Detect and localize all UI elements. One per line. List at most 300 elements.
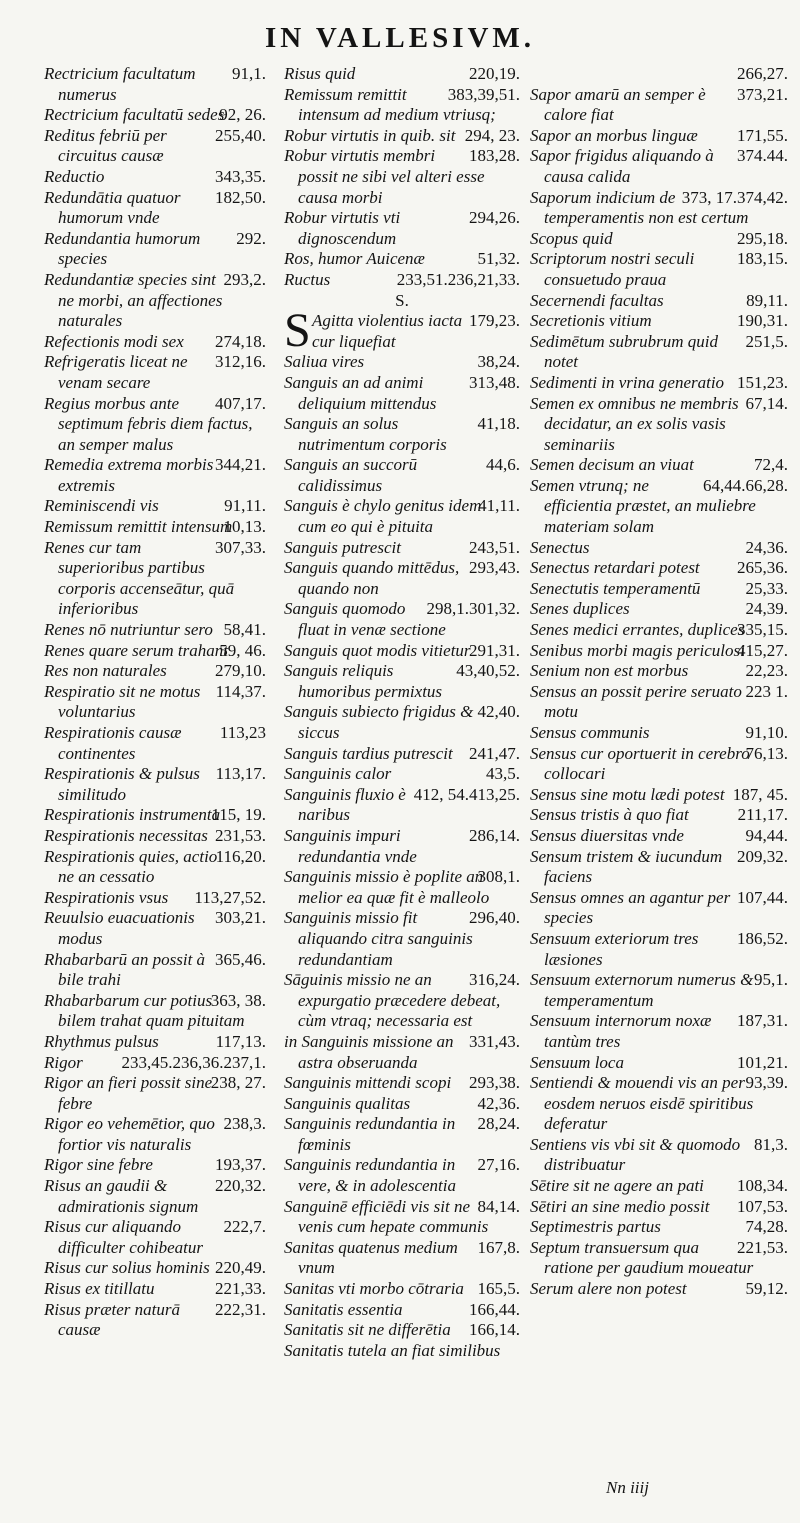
entry-term: Respirationis necessitas — [44, 825, 208, 845]
index-entry — [44, 1258, 266, 1279]
index-entry — [284, 270, 520, 291]
entry-reference: 308,1. — [477, 867, 520, 887]
entry-reference: 166,44. — [469, 1299, 520, 1319]
index-entry — [530, 929, 788, 970]
entry-reference: 241,47. — [469, 743, 520, 763]
entry-reference: 22,23. — [745, 661, 788, 681]
entry-term: Rigor sine febre — [44, 1155, 153, 1175]
index-entry — [530, 723, 788, 744]
entry-term: Secernendi facultas — [530, 290, 664, 310]
entry-reference: 233,45.236,36.237,1. — [121, 1052, 266, 1072]
entry-term: Sanguinis fluxio è naribus — [284, 784, 406, 825]
index-entry — [44, 517, 266, 538]
entry-term: Saporum indicium de temperamentis non est certum — [530, 187, 749, 228]
index-entry — [44, 332, 266, 353]
index-entry — [44, 805, 266, 826]
index-entry — [44, 126, 266, 167]
entry-reference: 255,40. — [215, 125, 266, 145]
index-entry — [284, 558, 520, 599]
entry-term: Sensus sine motu lædi potest — [530, 784, 725, 804]
entry-term: Risus ex titillatu — [44, 1279, 155, 1299]
entry-term: Reditus febriū per circuitus causæ — [44, 125, 167, 166]
entry-term: Semen vtrunq; ne efficientia præstet, an muliebre materiam solam — [530, 475, 756, 537]
index-entry — [284, 249, 520, 270]
index-entry — [44, 661, 266, 682]
index-entry — [284, 208, 520, 249]
index-entry — [284, 744, 520, 765]
entry-term: Sensuum internorum noxæ tantùm tres — [530, 1011, 712, 1051]
entry-term: Senectus retardari potest — [530, 558, 700, 578]
entry-reference: 187, 45. — [732, 784, 788, 804]
entry-reference: 279,10. — [215, 661, 266, 681]
entry-reference: 95,1. — [754, 970, 788, 990]
entry-term: Sanguis an solus nutrimentum corporis — [284, 414, 447, 454]
entry-term: Remissum remittit intensum ad medium vtriusq; — [284, 84, 496, 125]
entry-term: Sentiendi & mouendi vis an per eosdem neruos eisdē spiritibus deferatur — [530, 1073, 754, 1134]
entry-reference: 81,3. — [754, 1134, 788, 1154]
index-entry — [284, 538, 520, 559]
index-entry — [284, 414, 520, 455]
entry-reference: 265,36. — [737, 558, 788, 578]
entry-reference: 293,38. — [469, 1073, 520, 1093]
index-entry — [44, 188, 266, 229]
entry-reference: 182,50. — [215, 187, 266, 207]
index-entry — [44, 1217, 266, 1258]
index-entry — [530, 785, 788, 806]
entry-term: Sensus an possit perire seruato motu — [530, 681, 742, 722]
entry-reference: 10,13. — [223, 517, 266, 537]
index-entry — [530, 291, 788, 312]
entry-term: Robur virtutis in quib. sit — [284, 125, 456, 145]
index-entry — [530, 1053, 788, 1074]
index-entry — [44, 64, 266, 105]
index-entry — [530, 476, 788, 538]
entry-term: Rigor eo vehemētior, quo fortior vis naturalis — [44, 1114, 215, 1154]
entry-reference: 223 1. — [745, 681, 788, 701]
entry-term: Ructus — [284, 269, 331, 289]
entry-term: Sensus communis — [530, 723, 650, 742]
entry-reference: 108,34. — [737, 1176, 788, 1196]
entry-term: Senibus morbi magis periculosi — [530, 640, 745, 660]
entry-reference: 24,36. — [745, 537, 788, 557]
entry-term: Sanitatis essentia — [284, 1299, 403, 1319]
entry-term: Sentiens vis vbi sit & quomodo distribuatur — [530, 1134, 741, 1175]
entry-term: Renes nō nutriuntur sero — [44, 620, 213, 640]
index-entry — [530, 1011, 788, 1052]
index-entry — [530, 888, 788, 929]
entry-term: Sanguis quando mittēdus, quando non — [284, 558, 460, 598]
index-entry — [44, 641, 266, 662]
entry-term: in Sanguinis missione an astra obseruanda — [284, 1031, 454, 1072]
entry-reference: 64,44.66,28. — [703, 475, 788, 495]
index-entry — [284, 970, 520, 1032]
entry-reference: 24,39. — [745, 599, 788, 619]
entry-reference: 76,13. — [745, 743, 788, 763]
index-entry — [530, 64, 788, 85]
index-entry — [44, 167, 266, 188]
index-entry — [44, 1032, 266, 1053]
index-entry — [284, 1279, 520, 1300]
entry-reference: 44,6. — [486, 455, 520, 475]
entry-reference: 190,31. — [737, 311, 788, 331]
entry-reference: 313,48. — [469, 372, 520, 392]
entry-reference: 293,2. — [223, 269, 266, 289]
index-entry — [44, 352, 266, 393]
entry-term: Secretionis vitium — [530, 311, 652, 331]
index-entry — [284, 641, 520, 662]
entry-term: Regius morbus ante septimum febris diem factus, an semper malus — [44, 393, 253, 454]
index-entry — [284, 373, 520, 414]
index-entry — [284, 1114, 520, 1155]
index-entry — [44, 764, 266, 805]
entry-term: Redundantia humorum species — [44, 228, 201, 269]
index-entry — [530, 538, 788, 559]
entry-term: Rhythmus pulsus — [44, 1031, 159, 1051]
entry-reference: 117,13. — [215, 1031, 266, 1051]
dropcap-entry — [284, 304, 520, 358]
index-entry — [44, 1176, 266, 1217]
entry-reference: 221,53. — [737, 1237, 788, 1257]
index-entry — [284, 826, 520, 867]
index-entry — [530, 579, 788, 600]
entry-reference: 43,5. — [486, 764, 520, 784]
index-entry — [284, 1032, 520, 1073]
index-entry — [284, 85, 520, 126]
entry-term: Remedia extrema morbis extremis — [44, 455, 214, 495]
entry-term: Sanitatis tutela an fiat similibus — [284, 1340, 501, 1360]
entry-reference: 93,39. — [745, 1073, 788, 1093]
entry-term: Refectionis modi sex — [44, 331, 184, 351]
index-entry — [284, 785, 520, 826]
entry-term: Respiratio sit ne motus voluntarius — [44, 681, 201, 722]
entry-reference: 294, 23. — [464, 125, 520, 145]
entry-term: Redundātia quatuor humorum vnde — [44, 187, 181, 228]
index-entry — [530, 188, 788, 229]
index-entry — [530, 1197, 788, 1218]
entry-term: Sētiri an sine medio possit — [530, 1196, 710, 1216]
entry-term: Sanitas quatenus medium vnum — [284, 1237, 458, 1278]
entry-reference: 286,14. — [469, 825, 520, 845]
entry-reference: 220,49. — [215, 1258, 266, 1278]
entry-term: Risus præter naturā causæ — [44, 1299, 181, 1340]
entry-reference: 274,18. — [215, 331, 266, 351]
entry-reference: 151,23. — [737, 372, 788, 392]
entry-term: Sensus tristis à quo fiat — [530, 805, 689, 825]
entry-term: Sensus diuersitas vnde — [530, 825, 684, 845]
entry-term: Reminiscendi vis — [44, 496, 159, 516]
entry-term: Reductio — [44, 166, 105, 186]
index-entry — [284, 1073, 520, 1094]
index-entry — [530, 455, 788, 476]
entry-reference: 292. — [236, 228, 266, 248]
index-entry — [284, 1155, 520, 1196]
entry-term: Risus cur solius hominis — [44, 1258, 210, 1278]
entry-term: Respirationis vsus — [44, 887, 169, 907]
entry-reference: 89,11. — [746, 290, 788, 310]
index-entry — [530, 826, 788, 847]
entry-reference: 91,10. — [745, 723, 788, 742]
entry-reference: 243,51. — [469, 537, 520, 557]
index-entry — [284, 1300, 520, 1321]
entry-term: Rigor an fieri possit sine febre — [44, 1073, 213, 1113]
index-entry — [284, 455, 520, 496]
entry-term: Sanguinē efficiēdi vis sit ne venis cum hepate communis — [284, 1196, 489, 1237]
entry-reference: 113,17. — [215, 764, 266, 784]
index-entry — [44, 538, 266, 620]
entry-term: Sanguinis calor — [284, 764, 392, 784]
entry-term: Sanguis an ad animi deliquium mittendus — [284, 372, 437, 413]
index-entry — [530, 394, 788, 456]
entry-reference: 221,33. — [215, 1279, 266, 1299]
entry-reference: 107,44. — [737, 887, 788, 907]
entry-term: Risus cur aliquando difficulter cohibeatur — [44, 1217, 203, 1257]
entry-term: Remissum remittit intensum — [44, 517, 233, 537]
entry-reference: 222,7. — [223, 1217, 266, 1237]
entry-reference: 113,23 — [219, 723, 266, 742]
index-entry — [530, 1135, 788, 1176]
entry-term: Senes medici errantes, duplices — [530, 620, 745, 640]
entry-reference: 94,44. — [745, 825, 788, 845]
entry-term: Sapor amarū an semper è calore fiat — [530, 84, 706, 125]
index-entry — [530, 311, 788, 332]
index-entry — [530, 229, 788, 250]
entry-term: Semen decisum an viuat — [530, 455, 694, 475]
index-entry — [44, 229, 266, 270]
entry-reference: 293,43. — [469, 558, 520, 578]
entry-term: Sanguis reliquis humoribus permixtus — [284, 661, 443, 701]
entry-term: Sanguinis impuri redundantia vnde — [284, 825, 417, 866]
index-column-2 — [284, 64, 520, 1361]
index-entry — [44, 394, 266, 456]
entry-reference: 115, 19. — [211, 805, 266, 825]
entry-reference: 233,51.236,21,33. — [396, 269, 520, 289]
entry-reference: 335,15. — [737, 620, 788, 640]
entry-term: Robur virtutis vti dignoscendum — [284, 208, 401, 248]
entry-reference: 344,21. — [215, 455, 266, 475]
entry-term: Scopus quid — [530, 228, 613, 248]
entry-term: Ros, humor Auicenæ — [284, 249, 425, 269]
entry-term: Septimestris partus — [530, 1217, 661, 1237]
entry-reference: 383,39,51. — [447, 84, 520, 104]
index-entry — [530, 146, 788, 187]
index-entry — [44, 620, 266, 641]
running-head: IN VALLESIVM. — [264, 22, 536, 54]
index-entry — [530, 661, 788, 682]
index-entry — [44, 105, 266, 126]
entry-term: Reuulsio euacuationis modus — [44, 908, 195, 948]
entry-term: Sanguis quot modis vitietur — [284, 640, 471, 660]
entry-reference: 38,24. — [477, 352, 520, 372]
entry-term: Rhabarbarum cur potius bilem trahat quam pituitam — [44, 990, 245, 1031]
entry-term: Respirationis causæ continentes — [44, 723, 182, 763]
index-entry — [44, 1300, 266, 1341]
index-entry — [530, 558, 788, 579]
entry-term: Redundantiæ species sint ne morbi, an affectiones naturales — [44, 269, 223, 331]
index-entry — [530, 126, 788, 147]
entry-reference: 295,18. — [737, 228, 788, 248]
entry-reference: 238,3. — [223, 1114, 266, 1134]
entry-term: Sanguinis redundantia in vere, & in adolescentia — [284, 1155, 456, 1196]
entry-term: Serum alere non potest — [530, 1279, 687, 1299]
entry-term: Respirationis & pulsus similitudo — [44, 764, 200, 804]
entry-reference: 41,18. — [477, 414, 520, 434]
index-entry — [284, 867, 520, 908]
index-entry — [284, 352, 520, 373]
entry-term: Robur virtutis membri possit ne sibi vel alteri esse causa morbi — [284, 146, 485, 207]
entry-reference: 298,1.301,32. — [426, 599, 520, 619]
entry-term: Sanguis subiecto frigidus & siccus — [284, 702, 474, 742]
index-entry — [530, 373, 788, 394]
index-entry — [44, 908, 266, 949]
entry-term: Sanitas vti morbo cōtraria — [284, 1279, 464, 1299]
entry-term: Sensum tristem & iucundum faciens — [530, 846, 723, 887]
index-entry — [44, 682, 266, 723]
index-entry — [284, 1094, 520, 1115]
entry-reference: 51,32. — [477, 249, 520, 269]
index-entry — [44, 1114, 266, 1155]
entry-reference: 374.44. — [737, 146, 788, 166]
entry-term: Sanguinis redundantia in fœminis — [284, 1114, 456, 1154]
entry-term: Sanguis quomodo fluat in venæ sectione — [284, 599, 446, 640]
entry-reference: 363, 38. — [210, 990, 266, 1010]
entry-term: Senium non est morbus — [530, 661, 689, 681]
entry-term: Sanguinis missio è poplite an melior ea quæ fit è malleolo — [284, 867, 490, 907]
entry-reference: 59, 46. — [219, 640, 266, 660]
entry-term: Sanitatis sit ne differētia — [284, 1320, 451, 1340]
entry-term: Sapor an morbus linguæ — [530, 125, 698, 145]
index-entry — [530, 1176, 788, 1197]
entry-term: Sensuum exteriorum tres læsiones — [530, 928, 699, 969]
entry-reference: 74,28. — [745, 1217, 788, 1237]
entry-term: Sanguinis qualitas — [284, 1093, 411, 1113]
entry-reference: 316,24. — [469, 970, 520, 990]
entry-term: Rigor — [44, 1052, 83, 1072]
index-entry — [530, 805, 788, 826]
entry-reference: 220,19. — [469, 64, 520, 83]
entry-term: Sanguinis mittendi scopi — [284, 1073, 452, 1093]
entry-term: Sētire sit ne agere an pati — [530, 1176, 704, 1196]
index-entry — [284, 496, 520, 537]
entry-reference: 373, 17.374,42. — [681, 187, 788, 207]
entry-reference: 67,14. — [745, 393, 788, 413]
entry-reference: 92, 26. — [219, 105, 266, 125]
entry-term: Res non naturales — [44, 661, 167, 681]
signature-mark: Nn iiij — [606, 1478, 649, 1497]
section-letter-heading: S. — [395, 290, 409, 310]
index-entry — [284, 908, 520, 970]
entry-term: Scriptorum nostri seculi consuetudo praua — [530, 249, 695, 289]
index-entry — [44, 991, 266, 1032]
entry-reference: 266,27. — [737, 64, 788, 83]
entry-reference: 171,55. — [737, 125, 788, 145]
entry-reference: 179,23. — [469, 311, 520, 331]
entry-term: Agitta violentius iacta cur liquefiat — [312, 311, 463, 351]
entry-reference: 211,17. — [737, 805, 788, 825]
entry-reference: 251,5. — [745, 331, 788, 351]
entry-reference: 107,53. — [737, 1196, 788, 1216]
entry-reference: 220,32. — [215, 1176, 266, 1196]
index-entry — [284, 599, 520, 640]
index-column-3 — [530, 64, 788, 1300]
entry-term: Sanguinis missio fit aliquando citra sanguinis redundantiam — [284, 908, 473, 969]
index-entry — [44, 1053, 266, 1074]
index-entry — [44, 950, 266, 991]
index-entry — [530, 682, 788, 723]
entry-term: Senectutis temperamentū — [530, 578, 701, 598]
entry-reference: 58,41. — [223, 620, 266, 640]
entry-reference: 296,40. — [469, 908, 520, 928]
entry-term: Sedimenti in vrina generatio — [530, 372, 725, 392]
entry-reference: 101,21. — [737, 1052, 788, 1072]
index-entry — [284, 1238, 520, 1279]
index-entry — [284, 1320, 520, 1341]
entry-reference: 303,21. — [215, 908, 266, 928]
entry-term: Refrigeratis liceat ne venam secare — [44, 352, 188, 392]
entry-term: Sanguis putrescit — [284, 537, 401, 557]
entry-term: Respirationis quies, actio ne an cessatio — [44, 846, 218, 887]
entry-term: Respirationis instrumenta — [44, 805, 221, 825]
entry-term: Septum transuersum qua ratione per gaudium moueatur — [530, 1237, 754, 1278]
entry-term: Sanguis an succorū calidissimus — [284, 455, 418, 495]
entry-reference: 343,35. — [215, 166, 266, 186]
index-entry — [530, 599, 788, 620]
index-entry — [44, 496, 266, 517]
index-entry — [530, 744, 788, 785]
index-entry — [530, 332, 788, 373]
index-entry — [530, 85, 788, 126]
entry-term: Renes cur tam superioribus partibus corporis accenseātur, quā inferioribus — [44, 537, 235, 619]
entry-reference: 307,33. — [215, 537, 266, 557]
drop-capital: S — [284, 304, 311, 358]
entry-term: Risus an gaudii & admirationis signum — [44, 1176, 199, 1216]
entry-term: Sapor frigidus aliquando à causa calida — [530, 146, 714, 186]
entry-reference: 407,17. — [215, 393, 266, 413]
index-entry — [530, 641, 788, 662]
index-entry — [530, 1238, 788, 1279]
entry-reference: 27,16. — [477, 1155, 520, 1175]
index-entry — [44, 888, 266, 909]
index-entry — [44, 1155, 266, 1176]
index-entry — [530, 249, 788, 290]
entry-reference: 166,14. — [469, 1320, 520, 1340]
entry-term: Rhabarbarū an possit à bile trahi — [44, 949, 206, 990]
index-entry — [44, 270, 266, 332]
index-entry — [284, 146, 520, 208]
index-entry — [44, 847, 266, 888]
entry-reference: 91,11. — [224, 496, 266, 516]
entry-term: Sāguinis missio ne an expurgatio præcedere debeat, cùm vtraq; necessaria est — [284, 970, 501, 1031]
index-entry — [284, 1197, 520, 1238]
entry-reference: 42,36. — [477, 1093, 520, 1113]
index-entry — [284, 764, 520, 785]
entry-reference: 187,31. — [737, 1011, 788, 1031]
entry-reference: 59,12. — [745, 1279, 788, 1299]
entry-reference: 167,8. — [477, 1237, 520, 1257]
entry-reference: 113,27,52. — [194, 887, 266, 907]
index-entry — [284, 126, 520, 147]
entry-term: Renes quare serum trahant — [44, 640, 228, 660]
index-column-1 — [44, 64, 266, 1341]
index-entry — [44, 1073, 266, 1114]
entry-reference: 28,24. — [477, 1114, 520, 1134]
index-entry — [284, 702, 520, 743]
index-entry — [530, 970, 788, 1011]
entry-term: Senectus — [530, 537, 590, 557]
entry-reference: 373,21. — [737, 84, 788, 104]
entry-reference: 114,37. — [215, 681, 266, 701]
entry-reference: 415,27. — [737, 640, 788, 660]
index-entry — [44, 723, 266, 764]
